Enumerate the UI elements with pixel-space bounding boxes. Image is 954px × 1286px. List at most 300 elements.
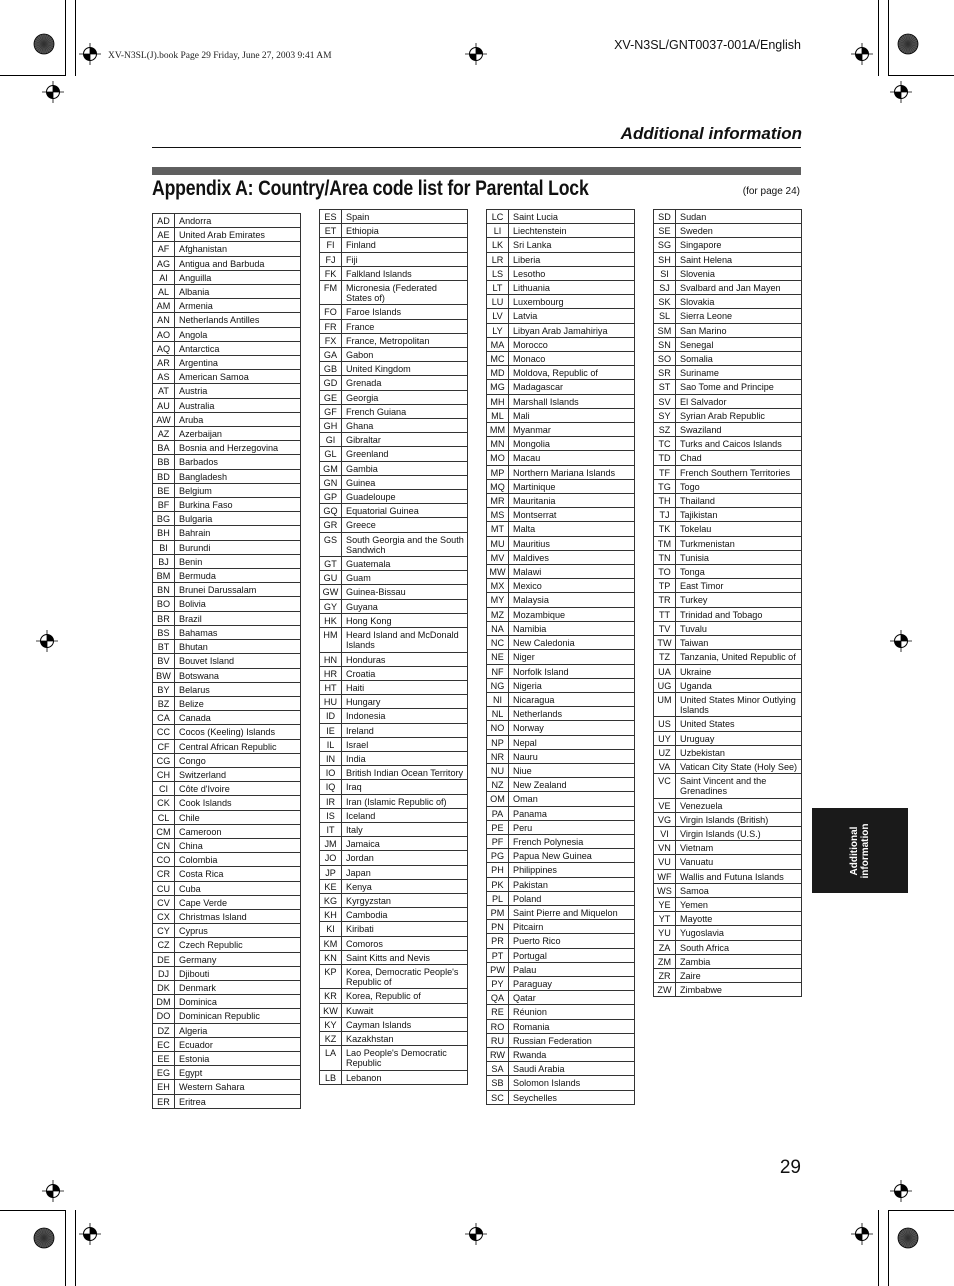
country-code: KW [320,1003,342,1017]
country-code: PH [487,863,509,877]
country-name: Belgium [175,483,301,497]
crop-mark [878,1210,879,1286]
country-code: MT [487,522,509,536]
table-row [153,1023,301,1037]
table-row [487,976,635,990]
country-code: ES [320,210,342,224]
country-code: IL [320,737,342,751]
table-row [320,695,468,709]
country-name: Estonia [175,1051,301,1065]
table-row [320,1031,468,1045]
table-row [320,319,468,333]
country-name: New Zealand [509,778,635,792]
country-code: NO [487,721,509,735]
country-code: MS [487,508,509,522]
country-code: IN [320,751,342,765]
country-name: Vatican City State (Holy See) [676,759,802,773]
table-row [487,650,635,664]
country-code: EE [153,1051,175,1065]
country-name: Morocco [509,337,635,351]
country-name: Jamaica [342,837,468,851]
country-name: Jordan [342,851,468,865]
table-row [654,954,802,968]
code-table [486,209,635,1105]
country-code: LS [487,266,509,280]
country-code: HT [320,680,342,694]
country-name: Wallis and Futuna Islands [676,869,802,883]
country-code: TM [654,536,676,550]
country-name: United Arab Emirates [175,228,301,242]
table-row [487,678,635,692]
table-row [487,437,635,451]
table-row [320,433,468,447]
table-row [153,711,301,725]
country-code: NI [487,692,509,706]
table-row [320,348,468,362]
table-row [654,309,802,323]
country-name: Korea, Republic of [342,989,468,1003]
table-row [654,352,802,366]
country-name: Lesotho [509,266,635,280]
country-code: BE [153,483,175,497]
country-code: VE [654,798,676,812]
country-name: Réunion [509,1005,635,1019]
country-name: Uruguay [676,731,802,745]
table-row [654,423,802,437]
table-row [487,337,635,351]
country-code: SK [654,295,676,309]
table-row [487,948,635,962]
country-code: VI [654,826,676,840]
country-name: Sweden [676,224,802,238]
country-name: Denmark [175,980,301,994]
country-code: ML [487,408,509,422]
table-row [153,469,301,483]
country-name: Czech Republic [175,938,301,952]
table-row [654,855,802,869]
table-row [654,745,802,759]
table-row [153,810,301,824]
table-row [487,621,635,635]
table-row [487,210,635,224]
registration-mark-icon [79,1223,101,1245]
country-code: FR [320,319,342,333]
table-row [153,867,301,881]
country-name: Antigua and Barbuda [175,256,301,270]
table-row [153,654,301,668]
table-row [487,962,635,976]
table-row [320,709,468,723]
table-row [487,522,635,536]
country-name: French Guiana [342,404,468,418]
table-row [153,384,301,398]
country-code: AS [153,370,175,384]
country-code: LY [487,323,509,337]
country-name: Benin [175,554,301,568]
country-name: Venezuela [676,798,802,812]
table-row [320,851,468,865]
country-code: CK [153,796,175,810]
crop-mark [878,0,879,76]
table-row [487,792,635,806]
table-row [153,498,301,512]
country-name: Turkmenistan [676,536,802,550]
table-row [487,465,635,479]
country-code: CI [153,782,175,796]
country-code: OM [487,792,509,806]
country-code: AL [153,285,175,299]
table-row [654,252,802,266]
country-code: LB [320,1070,342,1084]
country-name: Saint Kitts and Nevis [342,950,468,964]
registration-mark-icon [890,81,912,103]
country-name: Zambia [676,954,802,968]
country-code: MM [487,423,509,437]
country-code: RW [487,1047,509,1061]
country-code: BR [153,611,175,625]
table-row [654,579,802,593]
country-name: South Africa [676,940,802,954]
country-name: Saint Helena [676,252,802,266]
table-row [153,583,301,597]
color-target-icon [33,33,55,55]
country-name: Maldives [509,550,635,564]
country-name: Kyrgyzstan [342,893,468,907]
country-code: SJ [654,281,676,295]
country-code: PA [487,806,509,820]
country-code: KZ [320,1031,342,1045]
country-code: GR [320,518,342,532]
registration-mark-icon [851,43,873,65]
table-row [487,1019,635,1033]
country-name: Uganda [676,678,802,692]
country-code: FI [320,238,342,252]
country-name: Mauritius [509,536,635,550]
table-row [153,1094,301,1108]
table-row [153,853,301,867]
country-code: TW [654,636,676,650]
country-name: Burkina Faso [175,498,301,512]
country-code: ET [320,224,342,238]
table-row [654,550,802,564]
country-name: Cocos (Keeling) Islands [175,725,301,739]
table-row [654,774,802,798]
country-code: SB [487,1076,509,1090]
country-name: Aruba [175,412,301,426]
country-name: Vietnam [676,841,802,855]
table-row [654,798,802,812]
table-row [153,668,301,682]
country-name: Mozambique [509,607,635,621]
table-row [487,763,635,777]
country-code: CG [153,753,175,767]
table-row [153,214,301,228]
table-row [153,881,301,895]
country-code: IE [320,723,342,737]
table-row [654,408,802,422]
table-row [153,299,301,313]
table-row [153,995,301,1009]
table-row [153,924,301,938]
country-name: Faroe Islands [342,305,468,319]
country-code: KI [320,922,342,936]
code-table [653,209,802,997]
country-code: CN [153,838,175,852]
country-name: Moldova, Republic of [509,366,635,380]
country-name: Kenya [342,879,468,893]
country-name: Azerbaijan [175,427,301,441]
table-row [654,841,802,855]
country-name: Australia [175,398,301,412]
registration-mark-icon [36,630,58,652]
country-name: Nauru [509,749,635,763]
table-row [654,593,802,607]
table-row [654,869,802,883]
table-row [320,224,468,238]
code-column-2 [319,209,468,1085]
country-name: Dominican Republic [175,1009,301,1023]
section-side-tab [812,808,908,893]
country-code: MO [487,451,509,465]
country-code: WF [654,869,676,883]
country-code: HK [320,613,342,627]
country-name: Finland [342,238,468,252]
country-name: Sudan [676,210,802,224]
header-rule [152,147,801,148]
table-row [320,794,468,808]
table-row [487,579,635,593]
country-name: France [342,319,468,333]
country-code: LA [320,1046,342,1070]
table-row [320,390,468,404]
country-code: ST [654,380,676,394]
country-code: DZ [153,1023,175,1037]
country-name: Micronesia (Federated States of) [342,281,468,305]
country-code: FJ [320,252,342,266]
country-name: Qatar [509,991,635,1005]
country-code: BM [153,569,175,583]
page-title: Appendix A: Country/Area code list for Parental Lock [152,177,589,200]
crop-mark [0,1210,66,1211]
country-name: Austria [175,384,301,398]
country-code: KR [320,989,342,1003]
table-row [487,252,635,266]
country-code: NF [487,664,509,678]
table-row [153,398,301,412]
registration-mark-icon [79,43,101,65]
country-code: TP [654,579,676,593]
country-code: JP [320,865,342,879]
country-code: AF [153,242,175,256]
country-name: Pakistan [509,877,635,891]
table-row [654,678,802,692]
country-code: UZ [654,745,676,759]
table-row [320,922,468,936]
country-name: United States Minor Outlying Islands [676,692,802,716]
country-name: Togo [676,479,802,493]
table-row [654,926,802,940]
country-name: Mauritania [509,494,635,508]
country-code: GE [320,390,342,404]
country-code: TG [654,479,676,493]
table-row [320,680,468,694]
country-name: Niue [509,763,635,777]
table-row [487,707,635,721]
country-name: Nigeria [509,678,635,692]
table-row [487,366,635,380]
code-column-3 [486,209,635,1105]
country-code: GT [320,557,342,571]
country-name: Cook Islands [175,796,301,810]
country-name: Mali [509,408,635,422]
registration-mark-icon [42,1180,64,1202]
country-name: Suriname [676,366,802,380]
table-row [487,380,635,394]
table-row [487,806,635,820]
table-row [320,490,468,504]
table-row [320,518,468,532]
country-name: Niger [509,650,635,664]
country-code: BW [153,668,175,682]
country-code: LR [487,252,509,266]
table-row [320,238,468,252]
country-name: Singapore [676,238,802,252]
table-row [153,526,301,540]
country-code: CL [153,810,175,824]
country-code: SR [654,366,676,380]
table-row [487,536,635,550]
country-code: GM [320,461,342,475]
country-code: MR [487,494,509,508]
country-code: NR [487,749,509,763]
table-row [153,370,301,384]
country-name: Croatia [342,666,468,680]
table-row [153,625,301,639]
country-code: YT [654,912,676,926]
table-row [654,940,802,954]
table-row [153,1037,301,1051]
country-code: UA [654,664,676,678]
country-name: American Samoa [175,370,301,384]
country-name: British Indian Ocean Territory [342,766,468,780]
country-code: PG [487,849,509,863]
country-name: Dominica [175,995,301,1009]
country-code: AW [153,412,175,426]
country-code: TF [654,465,676,479]
country-name: Lithuania [509,281,635,295]
country-code: IO [320,766,342,780]
country-name: Uzbekistan [676,745,802,759]
country-code: GD [320,376,342,390]
country-code: BS [153,625,175,639]
country-name: Guadeloupe [342,490,468,504]
table-row [153,356,301,370]
country-name: Russian Federation [509,1033,635,1047]
country-code: HR [320,666,342,680]
country-code: BG [153,512,175,526]
table-row [153,1051,301,1065]
table-row [654,664,802,678]
table-row [153,696,301,710]
country-name: Bolivia [175,597,301,611]
country-name: Palau [509,962,635,976]
country-name: Burundi [175,540,301,554]
table-row [320,376,468,390]
country-code: SC [487,1090,509,1104]
country-code: KP [320,964,342,988]
country-code: TJ [654,508,676,522]
country-code: MH [487,394,509,408]
country-name: Tanzania, United Republic of [676,650,802,664]
country-name: Guyana [342,599,468,613]
table-row [153,640,301,654]
country-name: Zaire [676,968,802,982]
country-code: BD [153,469,175,483]
country-code: TK [654,522,676,536]
country-code: GH [320,419,342,433]
table-row [487,735,635,749]
country-name: Kazakhstan [342,1031,468,1045]
country-name: Saudi Arabia [509,1062,635,1076]
country-code: LV [487,309,509,323]
table-row [487,721,635,735]
country-code: CO [153,853,175,867]
country-name: Portugal [509,948,635,962]
country-code: VN [654,841,676,855]
crop-mark [888,0,889,76]
table-row [654,295,802,309]
table-row [487,834,635,848]
country-code: NE [487,650,509,664]
table-row [654,812,802,826]
country-code: GW [320,585,342,599]
country-code: PN [487,920,509,934]
country-name: Cayman Islands [342,1017,468,1031]
table-row [153,597,301,611]
registration-mark-icon [465,43,487,65]
table-row [320,822,468,836]
country-code: VA [654,759,676,773]
country-name: Eritrea [175,1094,301,1108]
country-name: Gambia [342,461,468,475]
country-name: Guinea-Bissau [342,585,468,599]
table-row [487,451,635,465]
table-row [320,950,468,964]
country-code: VU [654,855,676,869]
table-row [487,266,635,280]
table-row [654,983,802,997]
country-code: ER [153,1094,175,1108]
table-row [487,238,635,252]
country-name: Peru [509,820,635,834]
country-name: Barbados [175,455,301,469]
table-row [487,920,635,934]
table-row [320,557,468,571]
country-code: MP [487,465,509,479]
country-code: SO [654,352,676,366]
country-name: Switzerland [175,767,301,781]
country-name: Gabon [342,348,468,362]
registration-mark-icon [890,1180,912,1202]
country-code: GQ [320,504,342,518]
table-row [320,266,468,280]
table-row [320,666,468,680]
table-row [654,897,802,911]
table-row [320,766,468,780]
code-table [319,209,468,1085]
country-code: SD [654,210,676,224]
table-row [153,569,301,583]
